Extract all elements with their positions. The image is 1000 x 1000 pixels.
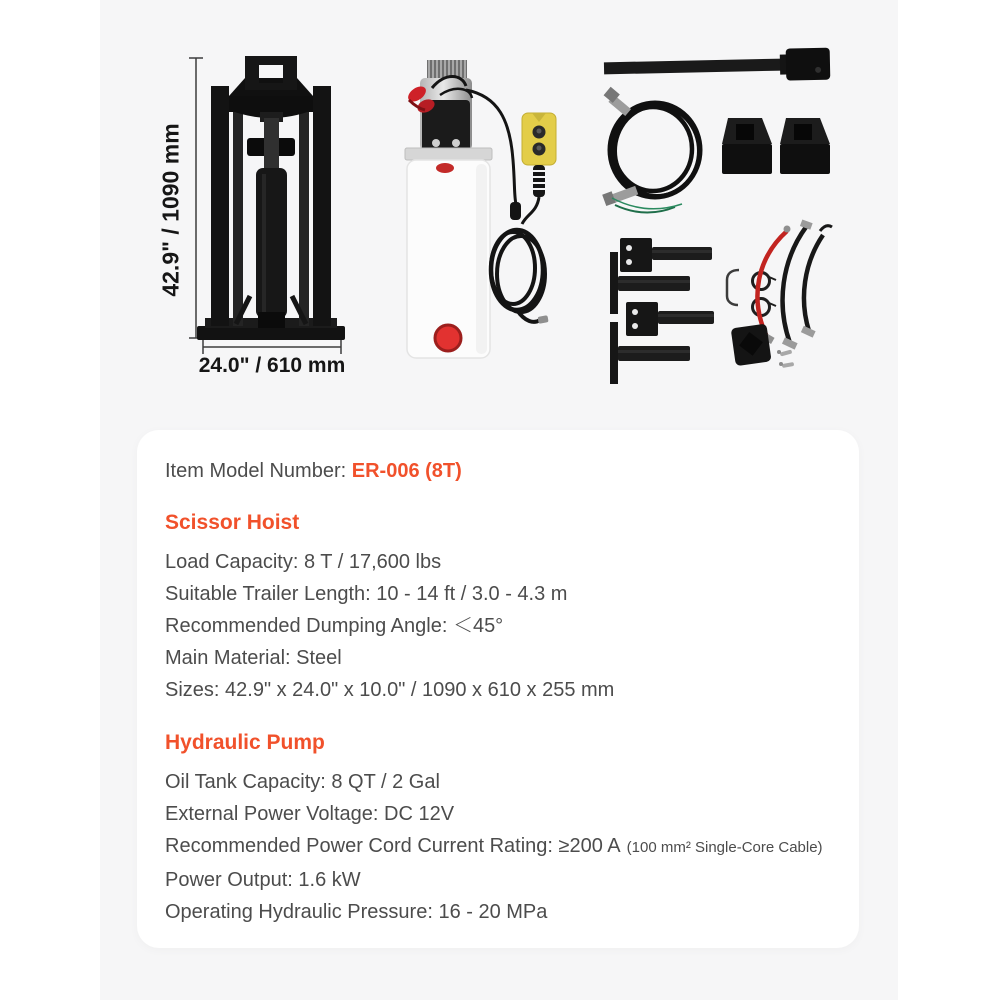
spec-line-power-output bbox=[165, 864, 831, 896]
clips-and-rings bbox=[727, 270, 776, 316]
hinge-pins-and-brackets bbox=[610, 238, 714, 384]
spec-text: Sizes: 42.9" x 24.0" x 10.0" / 1090 x 610 x 255 mm bbox=[165, 679, 615, 701]
spec-text: Main Material: Steel bbox=[165, 647, 342, 669]
hydraulic-pump-heading: Hydraulic Pump bbox=[165, 731, 325, 754]
spec-text: Oil Tank Capacity: 8 QT / 2 Gal bbox=[165, 771, 440, 793]
hydraulic-pump-figure bbox=[405, 60, 556, 358]
mounting-bar bbox=[604, 48, 831, 85]
accessories-figure bbox=[602, 48, 832, 384]
spec-text: Load Capacity: 8 T / 17,600 lbs bbox=[165, 551, 442, 573]
hoist-height-dimension-label: 42.9" / 1090 mm bbox=[157, 123, 184, 297]
spec-text: Operating Hydraulic Pressure: 16 - 20 MPa bbox=[165, 901, 548, 923]
hoist-width-dimension-label: 24.0" / 610 mm bbox=[198, 354, 346, 377]
spec-text: External Power Voltage: DC 12V bbox=[165, 803, 455, 825]
bolts bbox=[777, 350, 794, 368]
spec-line-trailer-length bbox=[165, 578, 831, 610]
hydraulic-hose bbox=[602, 87, 700, 213]
rubber-mounts bbox=[722, 118, 830, 174]
rubber-cap bbox=[731, 324, 772, 367]
spec-card bbox=[137, 430, 859, 948]
spec-line-oil-tank bbox=[165, 766, 831, 798]
spec-text: Suitable Trailer Length: 10 - 14 ft / 3.0 - 4.3 m bbox=[165, 583, 568, 605]
scissor-hoist-figure bbox=[189, 56, 345, 354]
spec-line-cord-rating bbox=[165, 830, 831, 864]
spec-line-hydraulic-pressure bbox=[165, 896, 831, 928]
spec-note: (100 mm² Single-Core Cable) bbox=[626, 839, 823, 856]
model-number-value: ER-006 (8T) bbox=[351, 460, 462, 482]
scissor-hoist-heading: Scissor Hoist bbox=[165, 511, 300, 534]
remote-pendant bbox=[522, 113, 556, 197]
spec-line-load-capacity bbox=[165, 546, 831, 578]
product-collage bbox=[0, 0, 1000, 430]
cable-coil bbox=[491, 230, 545, 312]
spec-line-main-material bbox=[165, 642, 831, 674]
spec-line-sizes bbox=[165, 674, 831, 706]
model-number-line bbox=[165, 456, 831, 486]
spec-line-power-voltage bbox=[165, 798, 831, 830]
pump-red-button bbox=[435, 325, 461, 351]
model-number-label: Item Model Number: bbox=[165, 460, 347, 482]
spec-text: Recommended Power Cord Current Rating: ≥200 A bbox=[165, 835, 621, 857]
spec-line-dumping-angle bbox=[165, 610, 831, 642]
spec-text: Recommended Dumping Angle: ＜45° bbox=[165, 615, 504, 637]
spec-text: Power Output: 1.6 kW bbox=[165, 869, 361, 891]
